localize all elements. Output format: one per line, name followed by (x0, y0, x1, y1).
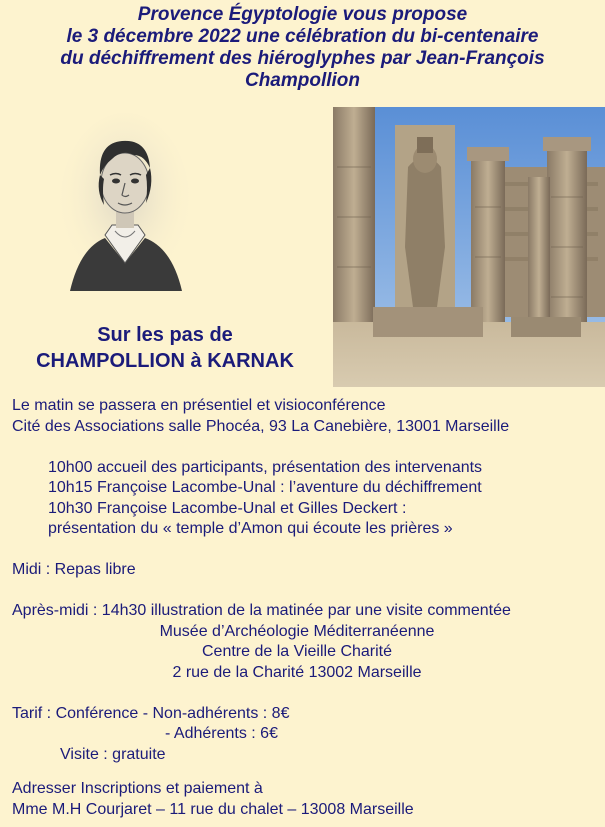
header-line-3: du déchiffrement des hiéroglyphes par Jean-François (60, 48, 545, 69)
tarif-line-2: - Adhérents : 6€ (165, 725, 278, 742)
morning-intro: Le matin se passera en présentiel et visioconférence (12, 397, 386, 414)
schedule-item: 10h00 accueil des participants, présentation des intervenants (48, 458, 483, 476)
karnak-temple-photo (333, 107, 605, 387)
afternoon-museum: Musée d’Archéologie Méditerranéenne (159, 622, 435, 640)
midi-text: Midi : Repas libre (12, 561, 136, 578)
morning-venue: Cité des Associations salle Phocéa, 93 La Canebière, 13001 Marseille (12, 417, 510, 435)
contact-line-2: Mme M.H Courjaret – 11 rue du chalet – 13008 Marseille (12, 800, 414, 818)
header-line-2: le 3 décembre 2022 une célébration du bi-centenaire (66, 26, 539, 47)
header-line-1: Provence Égyptologie vous propose (137, 4, 468, 25)
afternoon-centre: Centre de la Vieille Charité (201, 643, 393, 660)
champollion-portrait (60, 113, 190, 293)
event-header (0, 4, 605, 92)
header-line-4: Champollion (244, 70, 361, 91)
contact-line-1: Adresser Inscriptions et paiement à (12, 780, 263, 797)
tarif-line-3: Visite : gratuite (60, 745, 166, 763)
event-details (12, 396, 602, 820)
schedule-item: présentation du « temple d’Amon qui écoute les prières » (48, 520, 453, 537)
schedule-item: 10h30 Françoise Lacombe-Unal et Gilles Deckert : (48, 499, 407, 517)
subtitle-line-2: CHAMPOLLION à KARNAK (36, 350, 294, 372)
afternoon-intro: Après-midi : 14h30 illustration de la matinée par une visite commentée (12, 602, 511, 619)
subtitle-line-1: Sur les pas de (97, 324, 233, 346)
event-subtitle (0, 322, 330, 374)
schedule-item: 10h15 Françoise Lacombe-Unal : l’aventure du déchiffrement (48, 479, 482, 496)
tarif-line-1: Tarif : Conférence - Non-adhérents : 8€ (12, 704, 290, 722)
afternoon-address: 2 rue de la Charité 13002 Marseille (172, 663, 422, 681)
